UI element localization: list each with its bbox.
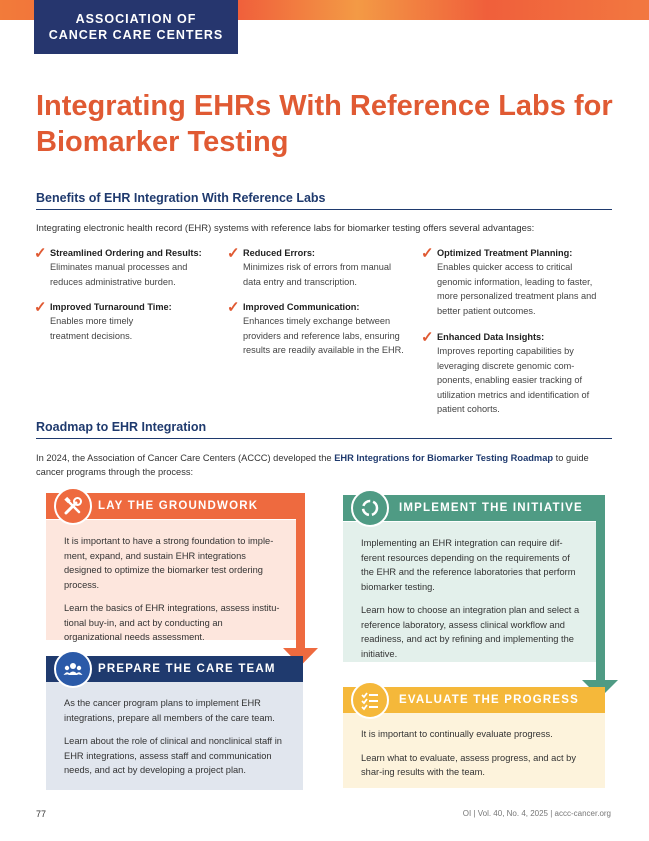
roadmap-heading: Roadmap to EHR Integration xyxy=(36,420,612,439)
step-paragraph: Learn about the role of clinical and nonclinical staff in EHR integrations, assess staff and communication needs, and act by developing a project plan. xyxy=(64,736,282,775)
team-icon xyxy=(54,650,92,688)
benefit-title: Enhanced Data Insights: xyxy=(437,332,545,342)
benefit-line: genomic information, leading to faster, xyxy=(437,276,593,287)
benefit-line: results are readily available in the EHR. xyxy=(243,345,404,355)
cycle-icon xyxy=(351,489,389,527)
benefit-item xyxy=(36,247,221,289)
green-arrow-shaft xyxy=(596,495,605,680)
benefit-line: patient cohorts. xyxy=(437,404,500,414)
benefit-line: providers and reference labs, ensuring xyxy=(243,330,400,341)
page-title xyxy=(36,88,616,160)
step-paragraph: Learn what to evaluate, assess progress, and act by shar-ing results with the team. xyxy=(361,752,576,777)
benefit-line: Minimizes risk of errors from manual xyxy=(243,262,392,272)
benefit-line: leveraging discrete genomic com- xyxy=(437,360,575,371)
benefits-heading: Benefits of EHR Integration With Reference Labs xyxy=(36,191,612,210)
page-number: 77 xyxy=(36,809,47,819)
checklist-icon xyxy=(351,681,389,719)
benefit-item xyxy=(423,247,618,318)
roadmap-intro xyxy=(36,451,596,479)
benefit-title: Optimized Treatment Planning: xyxy=(437,248,573,258)
benefit-title: Streamlined Ordering and Results: xyxy=(50,248,202,258)
benefit-line: treatment decisions. xyxy=(50,330,133,341)
step-title: LAY THE GROUNDWORK xyxy=(98,500,259,512)
logo-line-2: CANCER CARE CENTERS xyxy=(48,28,224,42)
logo-line-1: ASSOCIATION OF xyxy=(75,12,197,26)
step-title: IMPLEMENT THE INITIATIVE xyxy=(399,502,583,514)
checkmark-icon: ✓ xyxy=(421,329,434,346)
benefit-title: Reduced Errors: xyxy=(243,248,315,258)
step-team-box xyxy=(46,682,303,790)
benefit-line: Enables quicker access to critical xyxy=(437,262,573,272)
step-groundwork-box xyxy=(46,520,296,640)
benefit-title: Improved Turnaround Time: xyxy=(50,302,172,312)
step-paragraph: It is important to continually evaluate progress. xyxy=(361,729,553,739)
step-paragraph: Learn how to choose an integration plan and select a reference laboratory, assess clinical workflow and readiness, and act by refining and implementing the initiative. xyxy=(361,605,580,659)
benefit-line: more personalized treatment plans and xyxy=(437,291,597,301)
benefit-item xyxy=(229,301,414,358)
step-paragraph: It is important to have a strong foundation to imple-ment, expand, and sustain EHR integrations designed to optimize the biomarker test ordering process. xyxy=(64,536,274,590)
checkmark-icon: ✓ xyxy=(34,299,47,316)
benefit-line: Enhances timely exchange between xyxy=(243,316,391,326)
benefits-intro: Integrating electronic health record (EHR) systems with reference labs for biomarker testing offers several advantages: xyxy=(36,223,535,234)
accc-logo[interactable] xyxy=(34,0,238,54)
benefit-line: Enables more timely xyxy=(50,316,134,326)
tools-icon xyxy=(54,487,92,525)
benefit-line: better patient outcomes. xyxy=(437,305,536,316)
step-implement-box xyxy=(343,522,596,662)
roadmap-link[interactable]: EHR Integrations for Biomarker Testing Roadmap xyxy=(334,453,554,463)
roadmap-intro-before: In 2024, the Association of Cancer Care Centers (ACCC) developed the xyxy=(36,453,335,463)
title-line-2: Biomarker Testing xyxy=(36,126,289,158)
roadmap-intro-after: to guide cancer programs through the process: xyxy=(36,453,589,477)
step-paragraph: Implementing an EHR integration can require dif-ferent resources depending on the requirements of the EHR and the reference laboratories that perform biomarker testing. xyxy=(361,538,576,592)
checkmark-icon: ✓ xyxy=(227,299,240,316)
step-paragraph: Learn the basics of EHR integrations, assess institu-tional buy-in, and act by conducting an organizational needs assessment. xyxy=(64,603,280,642)
benefit-title: Improved Communication: xyxy=(243,302,360,312)
step-evaluate-box xyxy=(343,713,605,788)
benefit-line: Improves reporting capabilities by xyxy=(437,346,574,356)
step-paragraph: As the cancer program plans to implement EHR integrations, prepare all members of the care team. xyxy=(64,698,275,723)
benefit-line: Eliminates manual processes and xyxy=(50,262,188,272)
checkmark-icon: ✓ xyxy=(227,245,240,262)
benefit-line: ponents, enabling easier tracking of xyxy=(437,375,583,385)
benefit-item xyxy=(423,331,618,417)
benefit-line: reduces administrative burden. xyxy=(50,276,176,287)
checkmark-icon: ✓ xyxy=(34,245,47,262)
step-title: EVALUATE THE PROGRESS xyxy=(399,694,580,706)
title-line-1: Integrating EHRs With Reference Labs for xyxy=(36,90,613,122)
benefit-item xyxy=(229,247,414,289)
step-title: PREPARE THE CARE TEAM xyxy=(98,663,276,675)
benefit-line: data entry and transcription. xyxy=(243,276,357,287)
checkmark-icon: ✓ xyxy=(421,245,434,262)
footer-citation: OI | Vol. 40, No. 4, 2025 | accc-cancer.org xyxy=(462,809,611,818)
benefit-item xyxy=(36,301,221,343)
benefit-line: utilization metrics and identification of xyxy=(437,389,590,400)
